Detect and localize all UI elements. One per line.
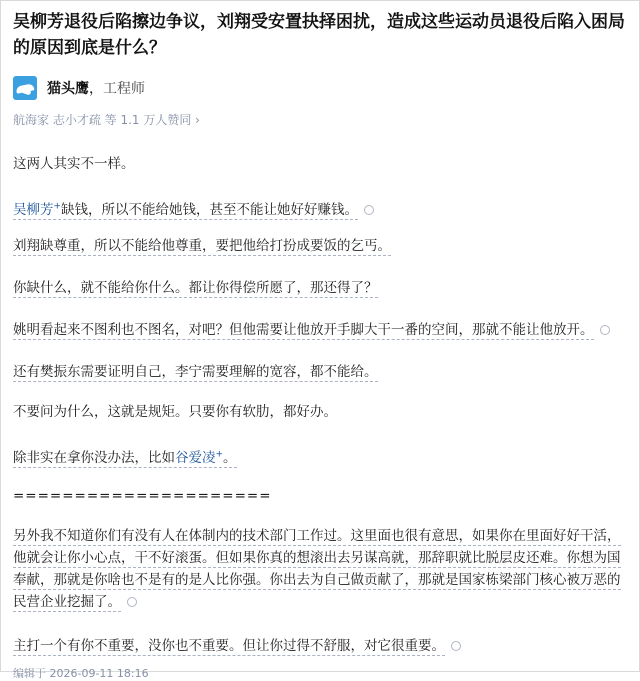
entity-link-plus[interactable]: + <box>53 201 62 211</box>
author-name[interactable]: 猫头鹰 <box>47 81 89 97</box>
author-avatar[interactable] <box>13 76 37 100</box>
entity-link[interactable]: 吴柳芳 <box>13 201 54 218</box>
paragraph <box>13 443 237 469</box>
edit-timestamp: 编辑于 2026-09-11 18:16 <box>13 667 149 680</box>
paragraph-text: 缺钱，所以不能给她钱，甚至不能让她好好赚钱。 <box>61 201 359 218</box>
author-info <box>13 75 145 101</box>
vote-summary[interactable]: 航海家 志小才疏 等 1.1 万人赞同 › <box>13 113 200 127</box>
comment-icon[interactable] <box>127 597 137 607</box>
entity-link[interactable]: 谷爱凌 <box>175 449 216 466</box>
comment-icon[interactable] <box>364 205 374 215</box>
author-title: 工程师 <box>103 81 145 97</box>
highlight-sentence: 刘翔缺尊重，所以不能给他尊重，要把他给打扮成要饭的乞丐。 <box>13 238 391 254</box>
paragraph <box>13 235 391 257</box>
highlight-sentence <box>13 202 358 220</box>
highlight-sentence: 姚明看起来不图利也不图名，对吧？但他需要让他放开手脚大干一番的空间，那就不能让他放开。 <box>13 322 594 338</box>
highlight-sentence <box>13 450 237 468</box>
paragraph <box>13 635 461 657</box>
highlight-sentence: 你缺什么，就不能给你什么。都让你得偿所愿了，那还得了？ <box>13 280 378 296</box>
author-separator: ， <box>89 81 103 97</box>
paragraph <box>13 277 378 299</box>
paragraph <box>13 319 610 341</box>
paragraph-text: 。 <box>223 449 237 466</box>
comment-icon[interactable] <box>600 325 610 335</box>
comment-icon[interactable] <box>451 641 461 651</box>
paragraph-text: 除非实在拿你没办法，比如 <box>13 449 175 466</box>
paragraph <box>13 361 378 383</box>
entity-link-plus[interactable]: + <box>215 449 224 459</box>
highlight-sentence: 还有樊振东需要证明自己，李宁需要理解的宽容，都不能给。 <box>13 364 378 380</box>
paragraph <box>13 525 629 613</box>
highlight-sentence: 另外我不知道你们有没有人在体制内的技术部门工作过。这里面也很有意思，如果你在里面好好干活，他就会让你小心点，干不好滚蛋。但如果你真的想滚出去另谋高就，那辞职就比脱层皮还难。你想为国奉献，那就是你啥也不是有的是人比你强。你出去为自己做贡献了，那就是国家栋梁部门核心被万恶的民营企业挖掘了。 <box>13 528 621 610</box>
question-title[interactable]: 吴柳芳退役后陷擦边争议，刘翔受安置抉择困扰，造成这些运动员退役后陷入困局的原因到底是什么？ <box>13 12 625 58</box>
highlight-sentence: 主打一个有你不重要，没你也不重要。但让你过得不舒服，对它很重要。 <box>13 638 445 654</box>
paragraph: 这两人其实不一样。 <box>13 156 135 172</box>
paragraph <box>13 195 374 221</box>
paragraph: 不要问为什么，这就是规矩。只要你有软肋，都好办。 <box>13 404 337 420</box>
divider-text: ===================== <box>13 488 272 504</box>
